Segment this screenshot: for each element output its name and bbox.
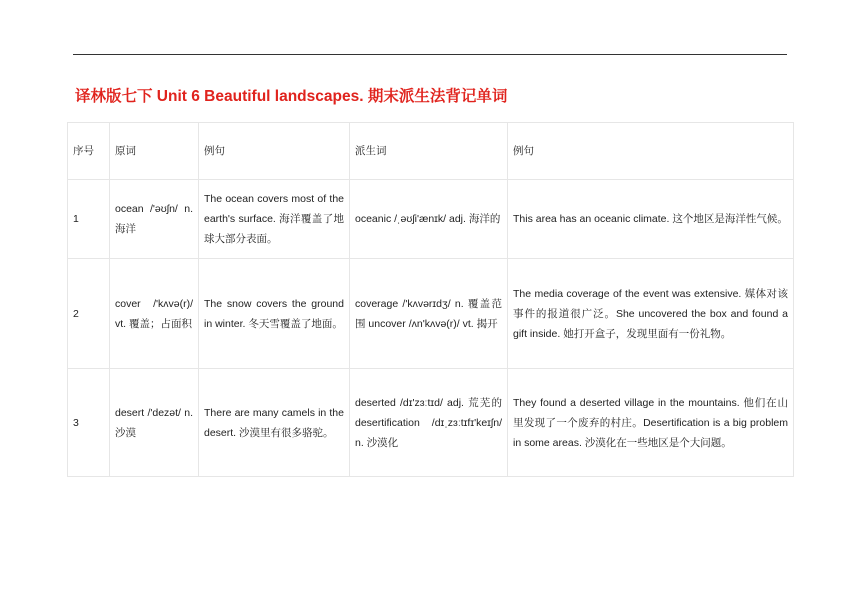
table-row [68, 369, 794, 477]
header-example: 例句 [199, 123, 350, 180]
derived-word-cell: coverage /'kʌvərɪdʒ/ n. 覆盖范围 uncover /ʌn'kʌvə(r)/ vt. 揭开 [350, 259, 508, 369]
header-rule [73, 54, 787, 55]
header-derived-example: 例句 [508, 123, 794, 180]
word-cell: ocean /'əʊʃn/ n. 海洋 [110, 180, 199, 259]
row-number: 1 [68, 180, 110, 259]
table-row [68, 180, 794, 259]
row-number: 3 [68, 369, 110, 477]
derived-example-cell: They found a deserted village in the mountains. 他们在山里发现了一个废弃的村庄。Desertification is a big problem in some areas. 沙漠化在一些地区是个大问题。 [508, 369, 794, 477]
example-cell: The ocean covers most of the earth's surface. 海洋覆盖了地球大部分表面。 [199, 180, 350, 259]
word-cell: desert /'dezət/ n. 沙漠 [110, 369, 199, 477]
document-title: 译林版七下 Unit 6 Beautiful landscapes. 期末派生法背记单词 [75, 88, 508, 105]
derived-example-cell: This area has an oceanic climate. 这个地区是海洋性气候。 [508, 180, 794, 259]
example-cell: There are many camels in the desert. 沙漠里有很多骆驼。 [199, 369, 350, 477]
header-word: 原词 [110, 123, 199, 180]
derived-word-cell: oceanic /ˌəʊʃi'ænɪk/ adj. 海洋的 [350, 180, 508, 259]
table-row [68, 259, 794, 369]
row-number: 2 [68, 259, 110, 369]
example-cell: The snow covers the ground in winter. 冬天雪覆盖了地面。 [199, 259, 350, 369]
derived-example-cell: The media coverage of the event was extensive. 媒体对该事件的报道很广泛。She uncovered the box and found a gift inside. 她打开盒子，发现里面有一份礼物。 [508, 259, 794, 369]
header-number: 序号 [68, 123, 110, 180]
header-derived-word: 派生词 [350, 123, 508, 180]
table-header-row [68, 123, 794, 180]
word-cell: cover /'kʌvə(r)/ vt. 覆盖；占面积 [110, 259, 199, 369]
derived-word-cell: deserted /dɪ'zɜːtɪd/ adj. 荒芜的 desertification /dɪˌzɜːtɪfɪ'keɪʃn/ n. 沙漠化 [350, 369, 508, 477]
vocabulary-table [67, 122, 794, 477]
